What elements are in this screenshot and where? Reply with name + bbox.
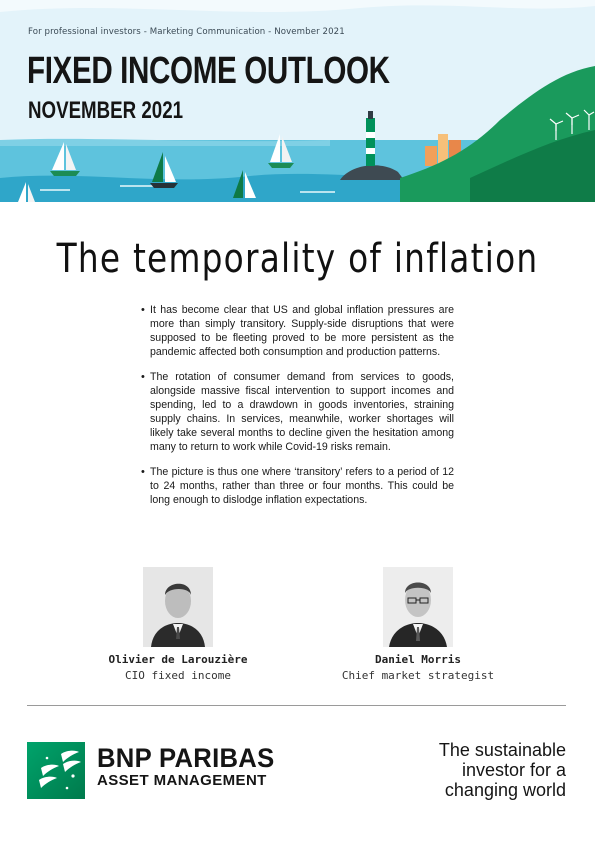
- document-title: FIXED INCOME OUTLOOK: [27, 50, 390, 92]
- document-date: NOVEMBER 2021: [28, 97, 184, 124]
- slogan-line: changing world: [444, 780, 566, 800]
- key-points-list: [142, 303, 454, 518]
- header-banner: [0, 0, 595, 202]
- author-role: Chief market strategist: [341, 669, 495, 682]
- author-role: CIO fixed income: [125, 669, 231, 682]
- bnp-paribas-logo-icon: [27, 742, 85, 799]
- marketing-tagline: For professional investors - Marketing Communication - November 2021: [28, 27, 345, 37]
- section-divider: [27, 705, 566, 706]
- article-headline: The temporality of inflation: [56, 236, 539, 282]
- key-point: • The picture is thus one where ‘transitory’ refers to a period of 12 to 24 months, rather than three or four months. This could be long enough to dislodge inflation expectations.: [142, 465, 454, 507]
- author-name: Daniel Morris: [374, 653, 462, 666]
- author-card: [78, 567, 278, 682]
- author-photo: [383, 567, 453, 647]
- key-point: • The rotation of consumer demand from services to goods, alongside massive fiscal intervention to support incomes and spending, led to a drawdown in goods inventories, straining supply chains. In services, meanwhile, worker shortages will likely take several months to decline given the hesitation among many to return to work while Covid-19 risks remain.: [142, 370, 454, 454]
- brand-name: [97, 744, 284, 790]
- author-name: Olivier de Larouzière: [108, 653, 248, 666]
- brand-line-1: BNP PARIBAS: [97, 743, 275, 773]
- slogan-line: The sustainable: [438, 740, 566, 760]
- author-photo: [143, 567, 213, 647]
- author-card: [318, 567, 518, 682]
- key-point: • It has become clear that US and global inflation pressures are more than simply transitory. Supply-side disruptions that were supposed to be fleeting proved to be more persistent as the pandemic affected both consumption and production patterns.: [142, 303, 454, 359]
- brand-line-2: ASSET MANAGEMENT: [97, 772, 267, 789]
- slogan-line: investor for a: [461, 760, 566, 780]
- brand-slogan: [439, 740, 566, 800]
